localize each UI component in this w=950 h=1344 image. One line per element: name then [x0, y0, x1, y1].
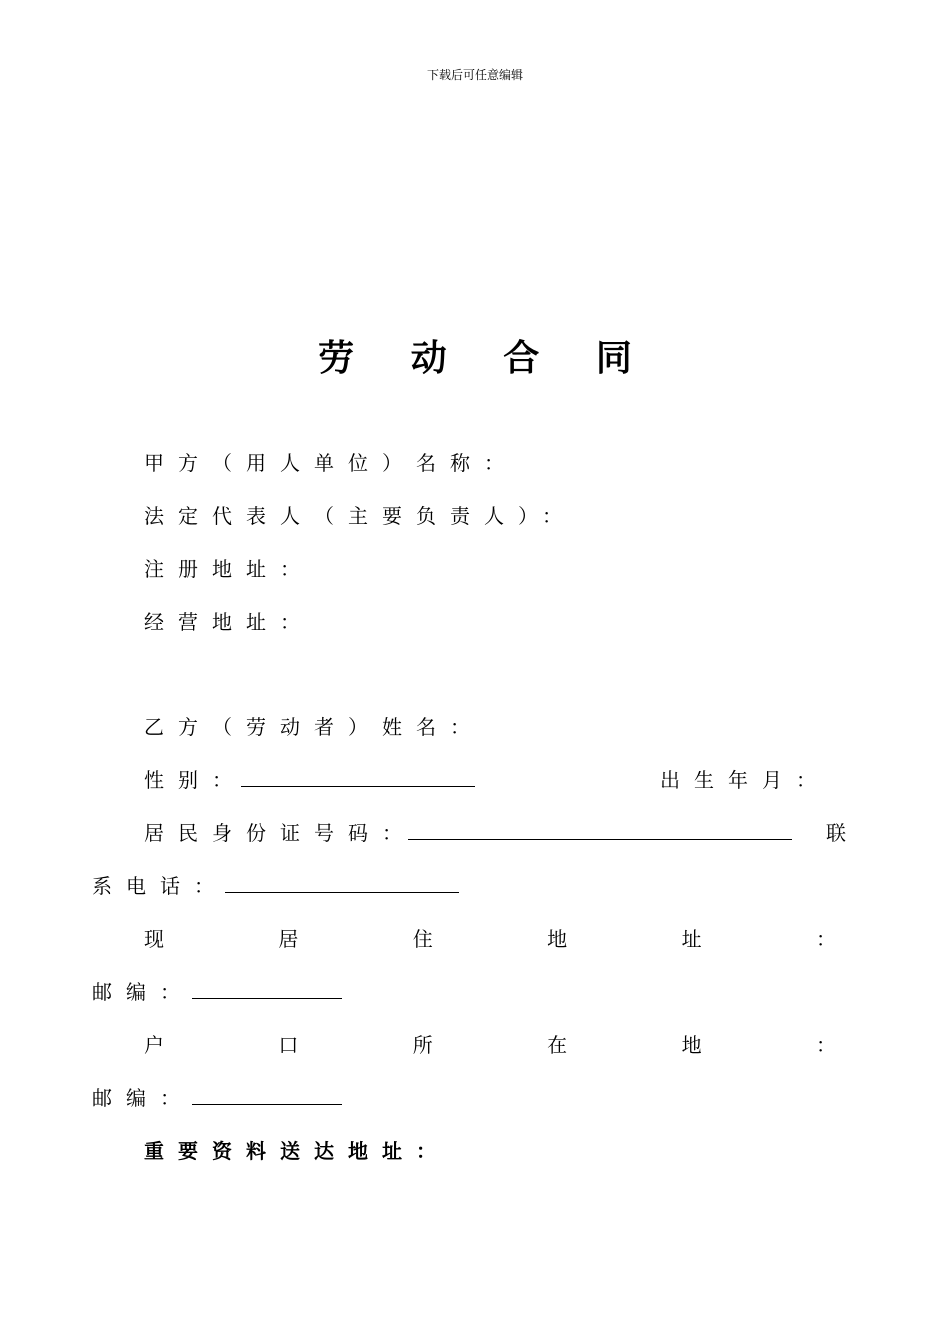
legal-rep-label: 法定代表人（主要负责人）： — [144, 504, 576, 528]
hukou-address-label — [144, 1029, 836, 1058]
label-char: 址 — [681, 927, 702, 951]
gender-label: 性别： — [144, 768, 246, 792]
gender-field[interactable] — [241, 764, 475, 787]
title-char: 劳 — [318, 337, 355, 379]
label-char: 户 — [144, 1033, 164, 1057]
header-note: 下载后可任意编辑 — [426, 68, 523, 82]
birth-label: 出生年月： — [660, 768, 830, 792]
title-char: 动 — [410, 337, 447, 379]
business-address-label: 经营地址： — [144, 610, 314, 634]
id-number-label: 居民身份证号码： — [144, 821, 416, 845]
registered-address-label: 注册地址： — [144, 557, 314, 581]
postcode-field-1[interactable] — [192, 976, 342, 999]
postcode-label-1: 邮编： — [92, 980, 194, 1004]
label-char: 地 — [547, 927, 568, 951]
postcode-label-2: 邮编： — [92, 1086, 194, 1110]
label-char: 住 — [412, 927, 433, 951]
label-char: 居 — [278, 927, 299, 951]
label-char: ： — [815, 1033, 836, 1057]
title-char: 同 — [595, 337, 632, 379]
current-address-label — [144, 923, 836, 952]
contact-phone-field[interactable] — [225, 870, 459, 893]
document-title — [0, 330, 950, 381]
title-char: 合 — [503, 337, 540, 379]
contact-prefix: 联 — [826, 821, 860, 845]
contact-phone-label: 系电话： — [92, 874, 228, 898]
label-char: ： — [815, 927, 836, 951]
delivery-address-label: 重要资料送达地址： — [144, 1139, 450, 1163]
label-char: 口 — [278, 1033, 299, 1057]
party-b-name-label: 乙方（劳动者）姓名： — [144, 715, 484, 739]
postcode-field-2[interactable] — [192, 1082, 342, 1105]
id-number-field[interactable] — [408, 817, 792, 840]
label-char: 地 — [681, 1033, 702, 1057]
label-char: 所 — [412, 1033, 433, 1057]
label-char: 现 — [144, 927, 164, 951]
label-char: 在 — [547, 1033, 568, 1057]
party-a-name-label: 甲方（用人单位）名称： — [144, 451, 518, 475]
